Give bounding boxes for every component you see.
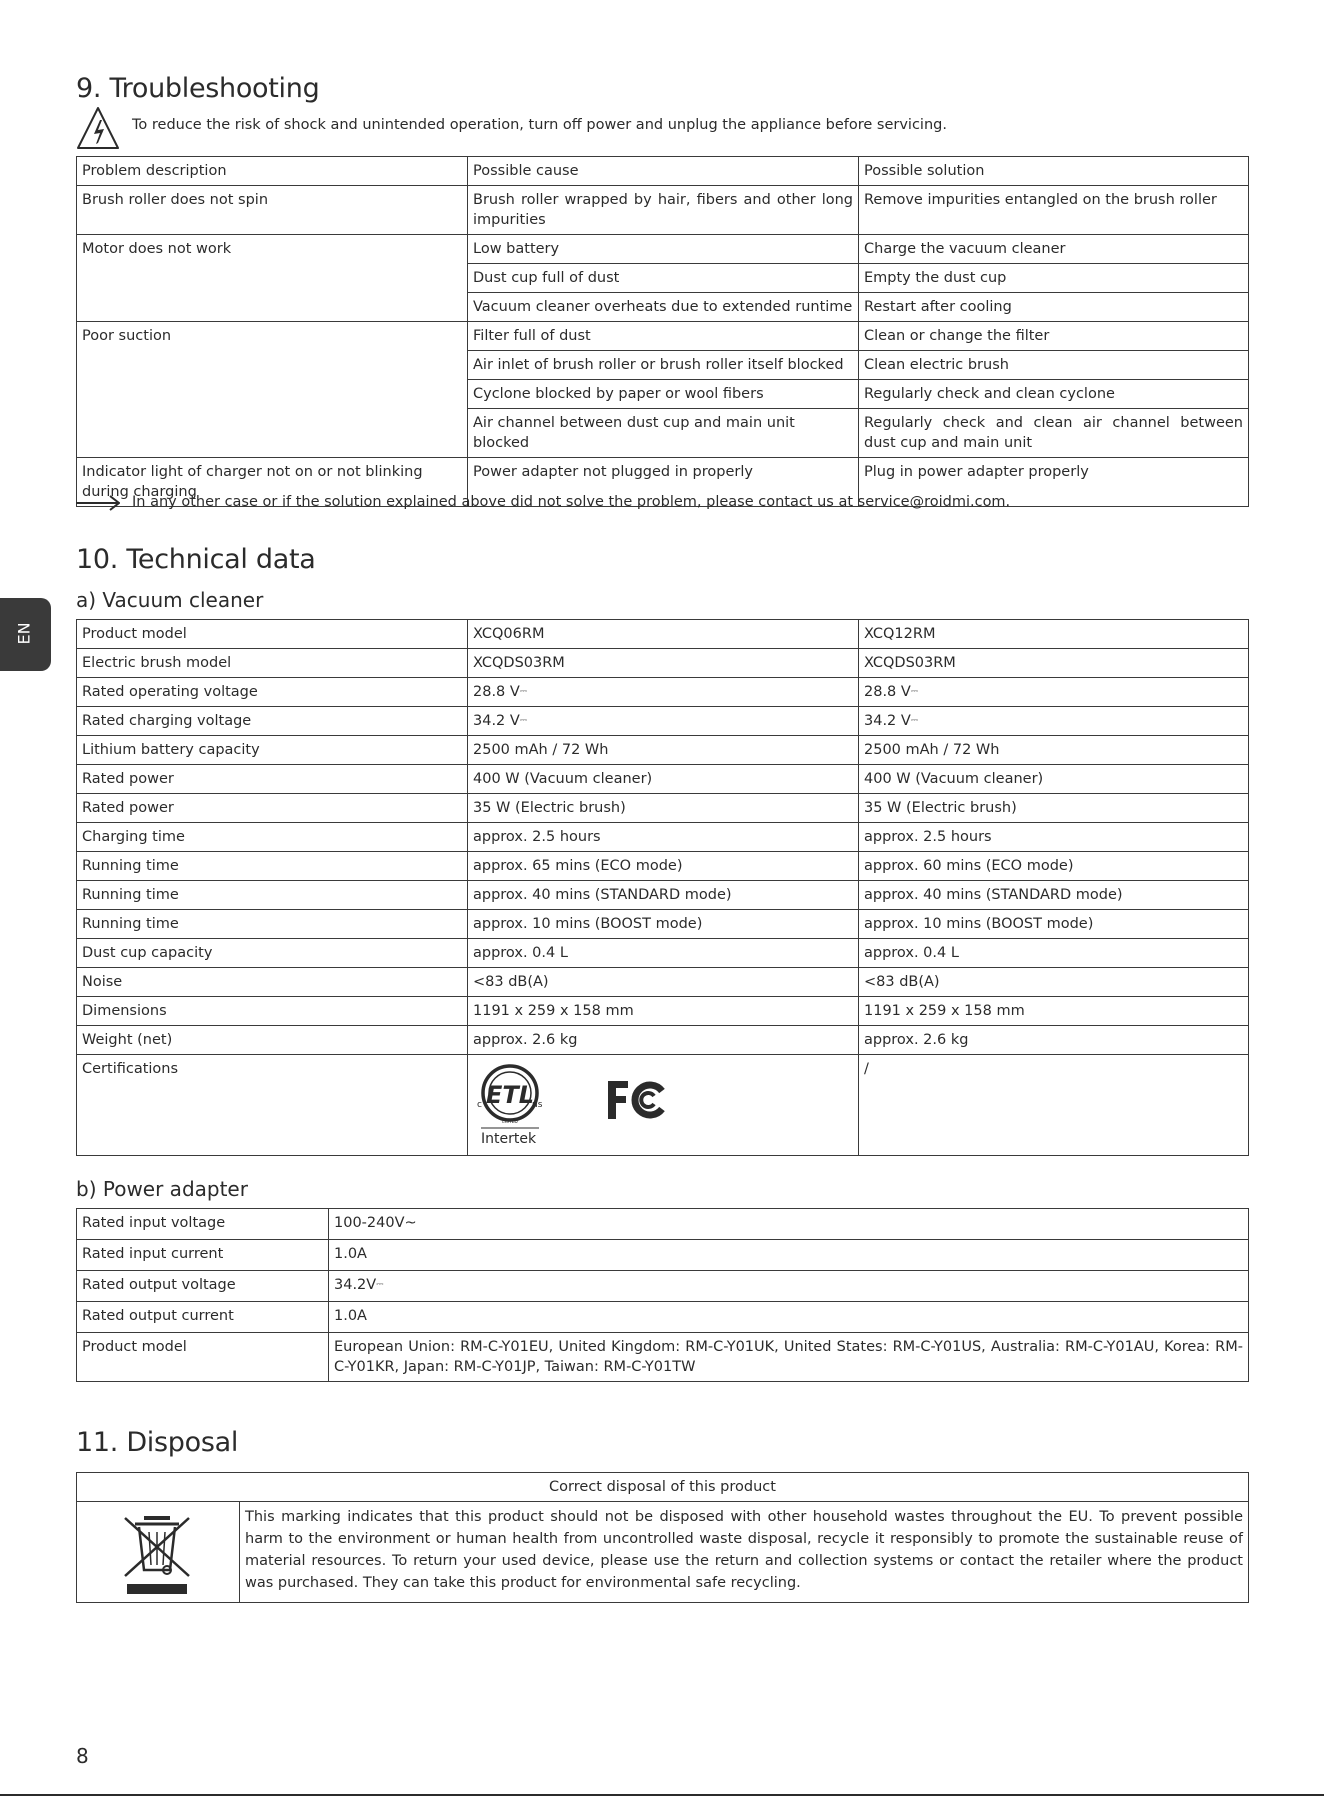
header-cause: Possible cause <box>468 157 859 186</box>
spec-label: Product model <box>77 620 468 649</box>
spec-label: Rated output current <box>77 1302 329 1333</box>
table-row <box>77 968 1249 997</box>
solution-cell: Restart after cooling <box>859 293 1249 322</box>
cause-cell: Power adapter not plugged in properly <box>468 458 859 507</box>
problem-cell: Brush roller does not spin <box>77 186 468 235</box>
dc-symbol-icon: ⎓ <box>519 687 527 697</box>
spec-value: 35 W (Electric brush) <box>468 794 859 823</box>
vacuum-specs-table <box>76 619 1249 1156</box>
contact-note <box>76 492 1248 516</box>
table-header-row <box>77 157 1249 186</box>
etl-us-mark: us <box>532 1100 543 1110</box>
solution-cell: Empty the dust cup <box>859 264 1249 293</box>
page-number: 8 <box>76 1744 89 1768</box>
spec-value: 400 W (Vacuum cleaner) <box>468 765 859 794</box>
cause-cell: Cyclone blocked by paper or wool fibers <box>468 380 859 409</box>
table-row <box>77 678 1249 707</box>
spec-label: Rated input voltage <box>77 1209 329 1240</box>
table-row <box>77 823 1249 852</box>
table-row <box>77 1209 1249 1240</box>
spec-value: 1191 x 259 x 158 mm <box>468 997 859 1026</box>
cause-cell: Low battery <box>468 235 859 264</box>
header-problem: Problem description <box>77 157 468 186</box>
spec-value: approx. 2.6 kg <box>468 1026 859 1055</box>
table-row <box>77 997 1249 1026</box>
table-row <box>77 235 1249 264</box>
crossed-out-bin-icon <box>119 1512 195 1596</box>
etl-listed-mark: LISTED <box>502 1120 518 1125</box>
spec-value: XCQDS03RM <box>468 649 859 678</box>
spec-value: 1.0A <box>329 1302 1249 1333</box>
solution-cell: Clean or change the filter <box>859 322 1249 351</box>
problem-cell: Indicator light of charger not on or not blinking during charging <box>77 458 468 507</box>
table-row <box>77 1026 1249 1055</box>
spec-value: XCQDS03RM <box>859 649 1249 678</box>
spec-value: <83 dB(A) <box>468 968 859 997</box>
spec-value: approx. 2.5 hours <box>859 823 1249 852</box>
disposal-table-title: Correct disposal of this product <box>77 1473 1249 1502</box>
table-row <box>77 620 1249 649</box>
solution-cell: Regularly check and clean cyclone <box>859 380 1249 409</box>
spec-value: approx. 10 mins (BOOST mode) <box>468 910 859 939</box>
spec-label: Weight (net) <box>77 1026 468 1055</box>
spec-label: Dimensions <box>77 997 468 1026</box>
solution-cell: Clean electric brush <box>859 351 1249 380</box>
technical-data-heading: 10. Technical data <box>76 544 316 575</box>
table-row <box>77 1502 1249 1603</box>
spec-value: approx. 2.6 kg <box>859 1026 1249 1055</box>
certifications-value: / <box>859 1055 1249 1156</box>
disposal-heading: 11. Disposal <box>76 1427 239 1458</box>
certifications-logos <box>468 1055 859 1156</box>
cause-cell: Air inlet of brush roller or brush roller itself blocked <box>468 351 859 380</box>
arrow-right-icon <box>76 492 120 514</box>
spec-value: approx. 40 mins (STANDARD mode) <box>859 881 1249 910</box>
table-row <box>77 736 1249 765</box>
spec-label: Rated power <box>77 794 468 823</box>
spec-label: Running time <box>77 881 468 910</box>
disposal-text: This marking indicates that this product should not be disposed with other household wastes throughout the EU. To prevent possible harm to the environment or human health from uncontrolled waste disposal, recycle it responsibly to promote the sustainable reuse of material resources. To return your used device, please use the return and collection systems or contact the retailer where the product was purchased. They can take this product for environmental safe recycling. <box>240 1502 1249 1603</box>
solution-cell: Remove impurities entangled on the brush roller <box>859 186 1249 235</box>
troubleshooting-heading: 9. Troubleshooting <box>76 73 320 104</box>
table-row <box>77 186 1249 235</box>
cause-cell: Air channel between dust cup and main unit blocked <box>468 409 859 458</box>
spec-label: Lithium battery capacity <box>77 736 468 765</box>
table-row <box>77 939 1249 968</box>
spec-value: 400 W (Vacuum cleaner) <box>859 765 1249 794</box>
weee-symbol-cell <box>77 1502 240 1603</box>
spec-value: 2500 mAh / 72 Wh <box>859 736 1249 765</box>
solution-cell: Charge the vacuum cleaner <box>859 235 1249 264</box>
spec-label: Rated power <box>77 765 468 794</box>
spec-label: Dust cup capacity <box>77 939 468 968</box>
spec-value: XCQ06RM <box>468 620 859 649</box>
power-adapter-table <box>76 1208 1249 1382</box>
spec-value: 28.8 V⎓ <box>859 678 1249 707</box>
spec-value: approx. 0.4 L <box>468 939 859 968</box>
spec-label: Running time <box>77 852 468 881</box>
dc-symbol-icon: ⎓ <box>376 1280 383 1290</box>
spec-value: 34.2V⎓ <box>329 1271 1249 1302</box>
warning-text: To reduce the risk of shock and unintended operation, turn off power and unplug the appliance before servicing. <box>132 117 947 133</box>
table-row <box>77 765 1249 794</box>
table-row <box>77 649 1249 678</box>
spec-value: 1.0A <box>329 1240 1249 1271</box>
spec-value: <83 dB(A) <box>859 968 1249 997</box>
spec-value: approx. 60 mins (ECO mode) <box>859 852 1249 881</box>
dc-symbol-icon: ⎓ <box>519 716 527 726</box>
electric-shock-warning-icon <box>76 106 120 150</box>
table-row <box>77 1271 1249 1302</box>
dc-symbol-icon: ⎓ <box>910 687 918 697</box>
warning-notice <box>76 106 1248 152</box>
cause-cell: Dust cup full of dust <box>468 264 859 293</box>
table-row <box>77 1333 1249 1382</box>
spec-label: Noise <box>77 968 468 997</box>
spec-value: approx. 40 mins (STANDARD mode) <box>468 881 859 910</box>
cause-cell: Filter full of dust <box>468 322 859 351</box>
table-row <box>77 322 1249 351</box>
table-row <box>77 1302 1249 1333</box>
spec-value: 100-240V~ <box>329 1209 1249 1240</box>
etl-c-mark: c <box>477 1100 482 1110</box>
spec-value: 35 W (Electric brush) <box>859 794 1249 823</box>
disposal-table <box>76 1472 1249 1603</box>
dc-symbol-icon: ⎓ <box>910 716 918 726</box>
language-tab <box>0 598 51 671</box>
spec-label: Rated input current <box>77 1240 329 1271</box>
spec-value: approx. 0.4 L <box>859 939 1249 968</box>
table-row <box>77 707 1249 736</box>
etl-listed-logo <box>474 1059 546 1149</box>
spec-value: 34.2 V⎓ <box>468 707 859 736</box>
spec-value: 34.2 V⎓ <box>859 707 1249 736</box>
header-solution: Possible solution <box>859 157 1249 186</box>
spec-value: approx. 10 mins (BOOST mode) <box>859 910 1249 939</box>
table-row <box>77 910 1249 939</box>
vacuum-cleaner-subheading: a) Vacuum cleaner <box>76 588 264 612</box>
spec-label: Running time <box>77 910 468 939</box>
svg-text:ETL: ETL <box>485 1081 535 1109</box>
troubleshooting-table <box>76 156 1249 507</box>
spec-value: approx. 65 mins (ECO mode) <box>468 852 859 881</box>
table-row <box>77 881 1249 910</box>
table-header-row <box>77 1473 1249 1502</box>
spec-label: Rated output voltage <box>77 1271 329 1302</box>
power-adapter-subheading: b) Power adapter <box>76 1177 248 1201</box>
spec-label: Rated charging voltage <box>77 707 468 736</box>
certifications-label: Certifications <box>77 1055 468 1156</box>
spec-value: XCQ12RM <box>859 620 1249 649</box>
table-row <box>77 852 1249 881</box>
cause-cell: Vacuum cleaner overheats due to extended runtime <box>468 293 859 322</box>
solution-cell: Regularly check and clean air channel between dust cup and main unit <box>859 409 1249 458</box>
fcc-logo <box>606 1077 666 1123</box>
language-tab-label: EN <box>14 622 34 645</box>
certifications-row <box>77 1055 1249 1156</box>
contact-note-text: In any other case or if the solution explained above did not solve the problem, please contact us at service@roidmi.com. <box>132 494 1011 510</box>
spec-value: approx. 2.5 hours <box>468 823 859 852</box>
table-row <box>77 1240 1249 1271</box>
spec-label: Rated operating voltage <box>77 678 468 707</box>
spec-label: Product model <box>77 1333 329 1382</box>
spec-label: Charging time <box>77 823 468 852</box>
problem-cell: Motor does not work <box>77 235 468 322</box>
problem-cell: Poor suction <box>77 322 468 458</box>
spec-value: 28.8 V⎓ <box>468 678 859 707</box>
spec-label: Electric brush model <box>77 649 468 678</box>
table-row <box>77 794 1249 823</box>
spec-value: European Union: RM-C-Y01EU, United Kingdom: RM-C-Y01UK, United States: RM-C-Y01US, Australia: RM-C-Y01AU, Korea: RM-C-Y01KR, Japan: RM-C-Y01JP, Taiwan: RM-C-Y01TW <box>329 1333 1249 1382</box>
cause-cell: Brush roller wrapped by hair, fibers and other long impurities <box>468 186 859 235</box>
spec-value: 2500 mAh / 72 Wh <box>468 736 859 765</box>
solution-cell: Plug in power adapter properly <box>859 458 1249 507</box>
spec-value: 1191 x 259 x 158 mm <box>859 997 1249 1026</box>
intertek-wordmark: Intertek <box>481 1131 537 1147</box>
